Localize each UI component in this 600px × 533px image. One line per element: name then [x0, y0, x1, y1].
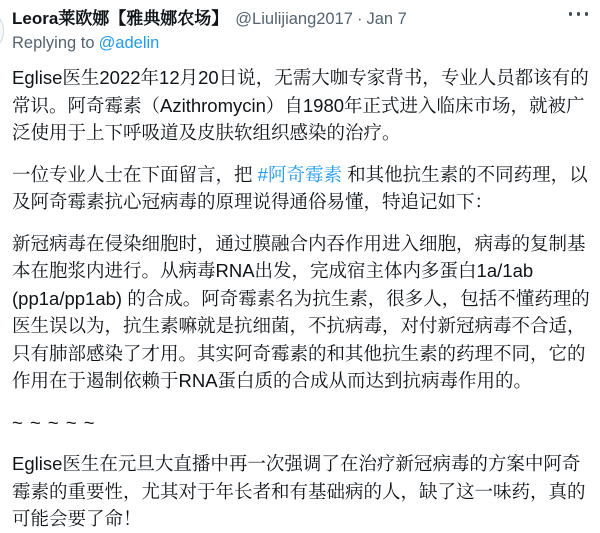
handle-group	[235, 8, 407, 30]
paragraph-3: 新冠病毒在侵染细胞时，通过膜融合内吞作用进入细胞，病毒的复制基本在胞浆内进行。从病毒RNA出发，完成宿主体内多蛋白1a/1ab (pp1a/pp1ab) 的合成。阿奇霉素名为抗生素，很多人，包括不懂药理的医生误以为，抗生素嘛就是抗细菌，不抗病毒，对付新冠病毒不合适，只有肺部感染了才用。其实阿奇霉素的和其他抗生素的药理不同，它的作用在于遏制依赖于RNA蛋白质的合成从而达到抗病毒作用的。	[12, 232, 590, 391]
timestamp[interactable]: Jan 7	[366, 10, 407, 28]
user-handle[interactable]: @Liulijiang2017	[235, 10, 353, 28]
paragraph-2	[12, 161, 590, 216]
hashtag-link[interactable]: #阿奇霉素	[257, 163, 342, 185]
replying-to-label: Replying to	[12, 34, 95, 52]
separator-dot: ·	[356, 10, 363, 28]
more-icon	[569, 12, 589, 16]
paragraph-2-pre: 一位专业人士在下面留言，把	[12, 163, 258, 185]
tilde-divider: ~ ~ ~ ~ ~	[12, 411, 96, 433]
reply-context	[12, 32, 590, 54]
more-button[interactable]	[567, 6, 591, 22]
tweet-header	[12, 8, 590, 30]
paragraph-2-post: 和其他抗生素的不同药理，以及阿奇霉素抗心冠病毒的原理说得通俗易懂，特追记如下：	[12, 163, 588, 212]
avatar[interactable]	[0, 9, 4, 53]
display-name[interactable]: Leora莱欧娜【雅典娜农场】	[12, 9, 229, 28]
reply-mention-link[interactable]: @adelin	[98, 34, 160, 52]
paragraph-1: Eglise医生2022年12月20日说，无需大咖专家背书，专业人员都该有的常识。阿奇霉素（Azithromycin）自1980年正式进入临床市场，就被广泛使用于上下呼吸道及皮肤软组织感染的治疗。	[12, 67, 589, 143]
paragraph-4: Eglise医生在元旦大直播中再一次强调了在治疗新冠病毒的方案中阿奇霉素的重要性，尤其对于年长者和有基础病的人，缺了这一味药，真的可能会要了命！	[12, 453, 586, 529]
tweet-body	[12, 64, 590, 533]
